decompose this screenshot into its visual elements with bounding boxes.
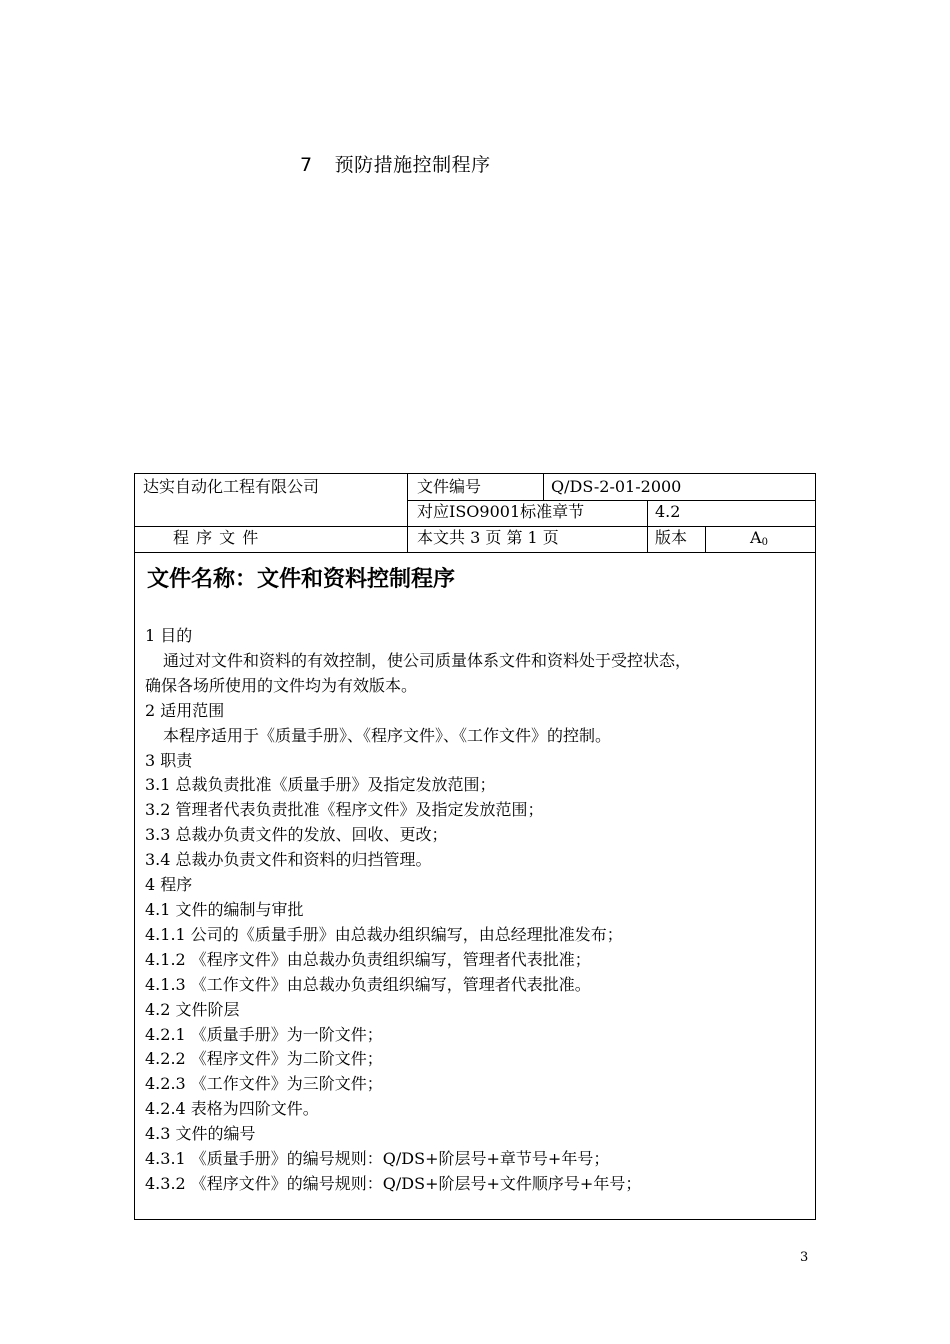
document-frame [134,473,816,1220]
body-line: 2 适用范围 [145,700,225,720]
version-subscript: 0 [761,537,768,548]
body-line: 4.1.2 《程序文件》由总裁办负责组织编写，管理者代表批准； [145,949,591,969]
body-line: 4.1.3 《工作文件》由总裁办负责组织编写，管理者代表批准。 [145,974,591,994]
body-line: 3.4 总裁办负责文件和资料的归挡管理。 [145,850,432,870]
file-number-label: 文件编号 [417,477,482,496]
body-line: 4.3.1 《质量手册》的编号规则：Q/DS+阶层号+章节号+年号； [145,1149,610,1169]
file-number-value: Q/DS-2-01-2000 [551,477,682,496]
page-count: 本文共 3 页 第 1 页 [417,528,559,547]
body-line: 4.3 文件的编号 [145,1124,256,1144]
iso-clause-value: 4.2 [655,502,681,521]
body-line: 3 职责 [145,750,193,770]
page-number: 3 [800,1250,809,1265]
document-title: 文件名称：文件和资料控制程序 [147,567,456,592]
body-line: 4.2.2 《程序文件》为二阶文件； [145,1049,383,1069]
body-line: 4.2.3 《工作文件》为三阶文件； [145,1074,383,1094]
body-line: 3.2 管理者代表负责批准《程序文件》及指定发放范围； [145,800,544,820]
body-line: 4.2.4 表格为四阶文件。 [145,1099,319,1119]
body-line: 3.3 总裁办负责文件的发放、回收、更改； [145,825,448,845]
company-name: 达实自动化工程有限公司 [143,477,320,496]
body-line: 3.1 总裁负责批准《质量手册》及指定发放范围； [145,775,496,795]
body-line: 本程序适用于《质量手册》、《程序文件》、《工作文件》的控制。 [163,725,612,745]
section-number: 7 [300,154,313,176]
body-line: 4.3.2 《程序文件》的编号规则：Q/DS+阶层号+文件顺序号+年号； [145,1173,642,1193]
body-line: 通过对文件和资料的有效控制，使公司质量体系文件和资料处于受控状态， [163,650,692,670]
document-body [145,624,807,1197]
body-line: 4.1 文件的编制与审批 [145,899,304,919]
header-table [135,474,815,552]
document-type: 程 序 文 件 [173,528,260,547]
section-heading [300,150,491,177]
body-line: 1 目的 [145,626,193,645]
version-letter: A [750,528,762,547]
body-line: 确保各场所使用的文件均为有效版本。 [145,675,418,695]
body-line: 4 程序 [145,875,193,895]
body-line: 4.2.1 《质量手册》为一阶文件； [145,1024,383,1044]
version-value [750,526,768,555]
section-title: 预防措施控制程序 [334,154,491,176]
body-line: 4.2 文件阶层 [145,999,240,1019]
version-label: 版本 [655,528,688,547]
iso-clause-label: 对应ISO9001标准章节 [417,502,585,521]
body-line: 4.1.1 公司的《质量手册》由总裁办组织编写，由总经理批准发布； [145,924,623,944]
